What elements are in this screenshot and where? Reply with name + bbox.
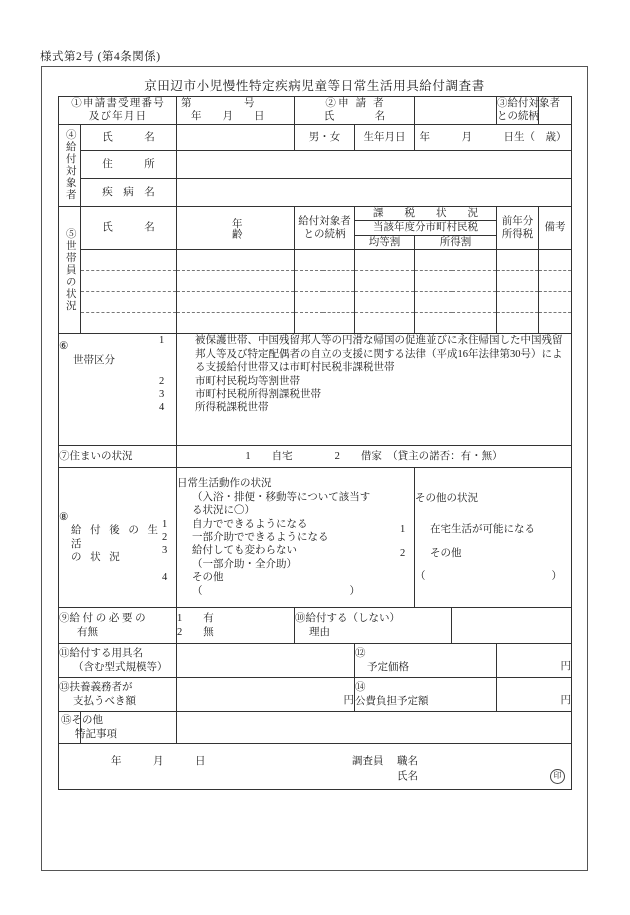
cell-section13-label	[59, 678, 177, 712]
section8-left-option-1: 1 自力でできるようになる	[162, 518, 308, 530]
cell-household-name-header: 氏 名	[81, 206, 177, 249]
cell-section10-label	[295, 608, 452, 644]
cell-recipient-address-label: 住 所	[81, 150, 177, 178]
cell-household-name[interactable]	[81, 313, 177, 334]
cell-section15-value[interactable]	[177, 712, 572, 744]
row-household-header-1	[59, 206, 572, 220]
row-recipient-disease	[59, 178, 572, 206]
cell-per-capita-header: 均等割	[355, 235, 415, 249]
cell-application-no-value[interactable]	[177, 97, 295, 125]
section9-label-2: 有無	[77, 626, 98, 638]
cell-household-income-rate[interactable]	[415, 271, 497, 292]
row-signature	[59, 744, 572, 790]
cell-household-remarks[interactable]	[539, 313, 572, 334]
cell-income-rate-header: 所得割	[415, 235, 497, 249]
row-recipient-address	[59, 150, 572, 178]
section9-label: ⑨給 付 の 必 要 の	[59, 613, 146, 625]
application-no-value: 第 号	[181, 98, 255, 109]
cell-household-income-tax[interactable]	[497, 250, 539, 271]
cell-household-age[interactable]	[177, 292, 295, 313]
section8-left-option-3: 3 給付しても変わらない	[162, 545, 298, 557]
cell-section11-value[interactable]	[177, 644, 355, 678]
cell-section13-value[interactable]	[177, 678, 355, 712]
section12-unit: 円	[560, 660, 572, 672]
cell-section8-label	[59, 468, 177, 608]
cell-municipal-tax-header: 当該年度分市町村民税	[355, 221, 497, 235]
seal-icon: 印	[550, 769, 565, 784]
section6-number: ⑥	[59, 341, 69, 353]
row-recipient-name	[59, 124, 572, 150]
section14-unit: 円	[560, 694, 572, 706]
cell-household-relation[interactable]	[295, 313, 355, 334]
relation-label: ③給付対象者	[497, 98, 561, 109]
table-row	[59, 292, 572, 313]
cell-section8-other-status[interactable]	[400, 468, 572, 608]
investigator-position-label: 職名	[397, 755, 418, 767]
section6-option-1: 1 被保護世帯、中国残留邦人等の円滑な帰国の促進並びに永住帰国した中国残留邦人等及び特定配偶者の自立の支援に関する法律（平成16年法律第30号）による支援給付世帯又は市町村民税非課税世帯	[159, 335, 563, 374]
section8-right-option-1: 1 在宅生活が可能になる	[400, 524, 536, 536]
application-date-value: 年 月 日	[191, 111, 265, 123]
section6-option-2: 2 市町村民税均等割世帯	[159, 375, 301, 387]
section8-right-option-2: 2 その他	[400, 547, 462, 559]
investigator-label: 調査員	[352, 755, 384, 767]
section8-label: 給 付 後 の 生 活	[71, 525, 161, 550]
cell-household-income-tax[interactable]	[497, 313, 539, 334]
cell-section12-label	[355, 644, 497, 678]
cell-relation-label	[497, 97, 561, 125]
spacer-2	[415, 537, 571, 547]
cell-section11-label	[59, 644, 177, 678]
section14-number: ⑭	[355, 682, 366, 694]
cell-recipient-name-value[interactable]	[177, 124, 295, 150]
cell-recipient-disease-value[interactable]	[177, 178, 572, 206]
cell-section10-value[interactable]	[452, 608, 572, 644]
cell-household-relation[interactable]	[295, 271, 355, 292]
cell-prev-year-tax-header: 前年分 所得税	[497, 206, 539, 249]
cell-household-age-header: 年齢	[177, 206, 295, 249]
cell-household-relation-header: 給付対象者 との続柄	[295, 206, 355, 249]
table-row	[59, 313, 572, 334]
section13-label-2: 支払うべき額	[73, 695, 136, 707]
cell-household-name[interactable]	[81, 250, 177, 271]
cell-section14-label	[355, 678, 497, 712]
cell-section14-value[interactable]	[497, 678, 572, 712]
cell-household-name[interactable]	[81, 271, 177, 292]
cell-household-age[interactable]	[177, 313, 295, 334]
section13-label: ⑬扶養義務者が	[59, 682, 133, 694]
section11-label: ⑪給付する用具名	[59, 648, 143, 660]
investigator-name-label: 氏名	[397, 770, 418, 782]
cell-household-income-rate[interactable]	[415, 250, 497, 271]
section9-option-1: 1 有	[177, 613, 214, 625]
table-row	[59, 250, 572, 271]
section8-left-subheading-2: る状況に〇）	[192, 505, 256, 517]
row-equipment-name	[59, 644, 572, 678]
cell-section8-daily-living[interactable]	[162, 468, 415, 608]
table-row	[59, 271, 572, 292]
row-other-notes	[59, 712, 572, 744]
section6-label: 世帯区分	[73, 354, 115, 366]
cell-recipient-disease-label: 疾 病 名	[81, 178, 177, 206]
cell-section9-options[interactable]	[177, 608, 295, 644]
cell-birth-label: 生年月日	[355, 124, 415, 150]
cell-remarks-header: 備考	[539, 206, 572, 249]
section14-label: 公費負担予定額	[355, 695, 429, 707]
cell-signature-area	[59, 744, 572, 790]
section9-option-2: 2 無	[177, 626, 214, 638]
row-application-number	[59, 97, 572, 125]
section8-right-blank[interactable]: （ ）	[415, 571, 563, 583]
cell-household-income-tax[interactable]	[497, 271, 539, 292]
section4-vertical-label: ④給付対象者	[64, 129, 76, 202]
section8-label-2: の 状 況	[71, 552, 123, 564]
form-number: 様式第2号 (第4条関係)	[40, 51, 161, 63]
section15-label: ⑮その他	[61, 715, 103, 727]
cell-household-age[interactable]	[177, 271, 295, 292]
cell-household-age[interactable]	[177, 250, 295, 271]
cell-household-per-capita[interactable]	[355, 292, 415, 313]
cell-section12-value[interactable]	[497, 644, 572, 678]
spacer-3	[415, 560, 571, 570]
section6-option-4: 4 所得税課税世帯	[159, 402, 269, 414]
section15-label-2: 特記事項	[75, 728, 117, 740]
cell-applicant-name-value[interactable]	[415, 97, 497, 125]
cell-household-income-rate[interactable]	[415, 292, 497, 313]
section8-left-heading: 日常生活動作の状況	[177, 478, 272, 490]
cell-application-no-label	[59, 97, 177, 125]
row-supporter-payment	[59, 678, 572, 712]
cell-section7-label: ⑦住まいの状況	[59, 446, 177, 468]
cell-household-name[interactable]	[81, 292, 177, 313]
section13-unit: 円	[343, 694, 355, 706]
cell-recipient-address-value[interactable]	[177, 150, 572, 178]
cell-applicant-label	[295, 97, 415, 125]
section12-number: ⑫	[355, 648, 366, 660]
cell-birth-value[interactable]: 年 月 日生（ 歳）	[415, 124, 572, 150]
cell-household-remarks[interactable]	[539, 292, 572, 313]
spacer-1	[415, 505, 571, 523]
section8-left-subheading: （入浴・排便・移動等について該当す	[192, 491, 371, 503]
survey-date[interactable]: 年 月 日	[111, 755, 206, 767]
cell-household-per-capita[interactable]	[355, 271, 415, 292]
cell-household-income-rate[interactable]	[415, 313, 497, 334]
cell-recipient-name-label: 氏 名	[81, 124, 177, 150]
application-no-label-2: 及び年月日	[88, 111, 148, 123]
relation-label-2: との続柄	[497, 111, 540, 123]
cell-household-per-capita[interactable]	[355, 313, 415, 334]
document-title: 京田辺市小児慢性特定疾病児童等日常生活用具給付調査書	[144, 79, 485, 93]
section8-number: ⑧	[59, 511, 69, 523]
section10-label-2: 理由	[309, 626, 331, 638]
cell-household-per-capita[interactable]	[355, 250, 415, 271]
cell-gender[interactable]: 男・女	[295, 124, 355, 150]
section8-left-option-4: 4 その他	[162, 572, 224, 584]
section12-label: 予定価格	[367, 661, 410, 673]
section8-left-blank[interactable]: （ ）	[192, 585, 361, 597]
row-household-category	[59, 334, 572, 446]
section6-option-3: 3 市町村民税所得割課税世帯	[159, 388, 322, 400]
section8-right-heading: その他の状況	[415, 492, 479, 504]
section11-label-2: （含む型式規模等）	[73, 661, 168, 673]
survey-form-table	[58, 96, 572, 790]
cell-household-relation[interactable]	[295, 292, 355, 313]
section8-left-option-3-sub: （一部介助・全介助）	[192, 558, 298, 570]
applicant-name-label: 氏 名	[323, 111, 388, 123]
cell-section4-label	[59, 124, 81, 206]
cell-household-remarks[interactable]	[539, 271, 572, 292]
cell-tax-status-header: 課 税 状 況	[355, 206, 497, 220]
cell-section6-options[interactable]	[159, 334, 572, 446]
section5-vertical-label: ⑤世帯員の状況	[64, 228, 76, 313]
cell-section7-content[interactable]: 1 自宅 2 借家 （貸主の諾否：有・無）	[177, 446, 572, 468]
cell-section5-label	[59, 206, 81, 333]
row-post-grant-life	[59, 468, 572, 608]
application-no-label: ①申請書受理番号	[71, 98, 165, 109]
section10-label: ⑩給付する（しない）	[295, 613, 401, 625]
cell-section9-label	[59, 608, 177, 644]
cell-section15-label-text	[61, 712, 177, 744]
cell-household-income-tax[interactable]	[497, 292, 539, 313]
applicant-label: ②申 請 者	[325, 98, 386, 109]
cell-household-remarks[interactable]	[539, 250, 572, 271]
row-housing-status	[59, 446, 572, 468]
row-necessity	[59, 608, 572, 644]
section8-left-option-2: 2 一部介助でできるようになる	[162, 531, 329, 543]
cell-household-relation[interactable]	[295, 250, 355, 271]
